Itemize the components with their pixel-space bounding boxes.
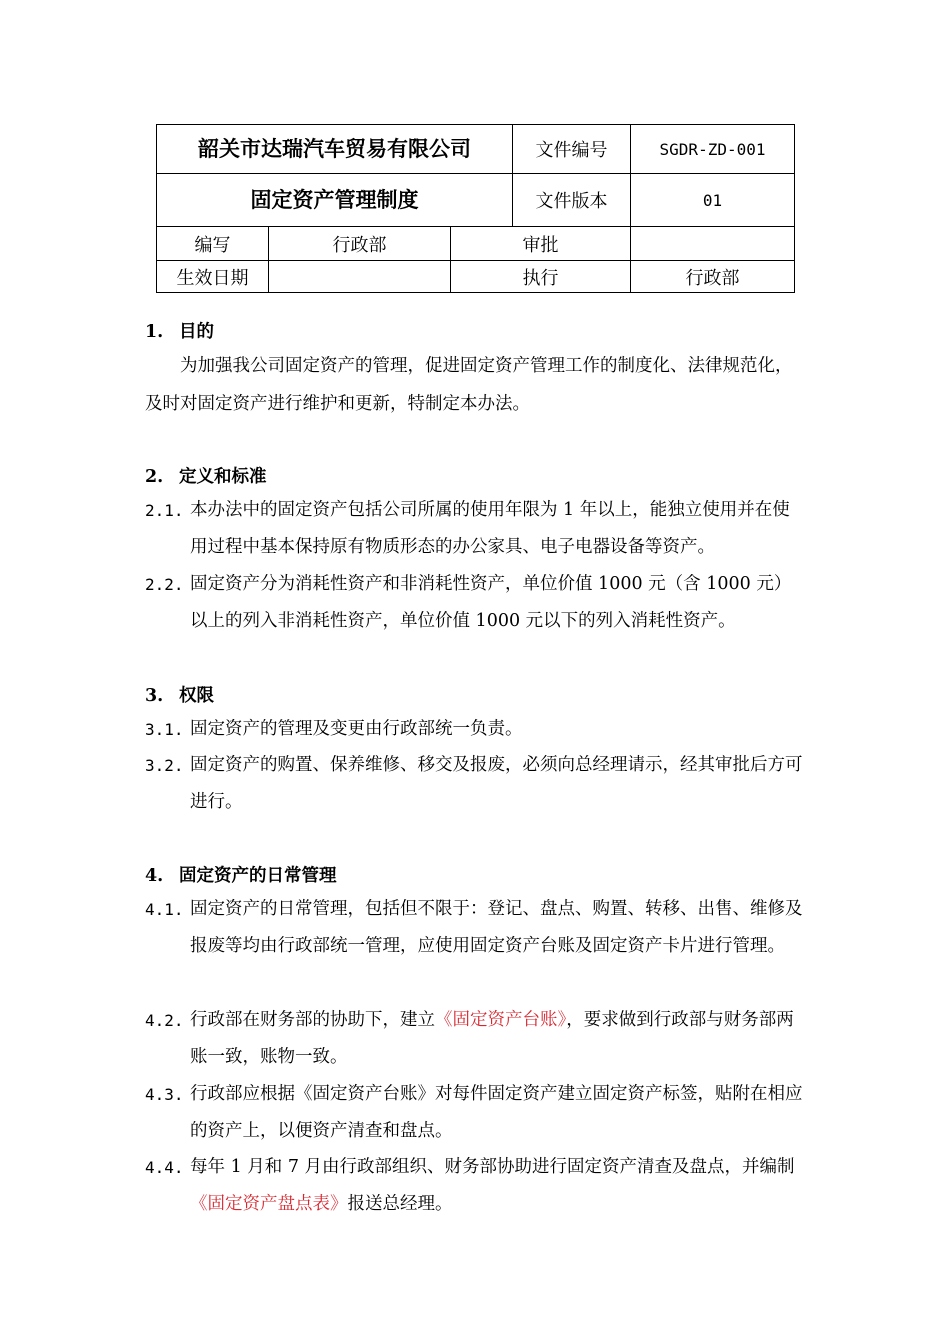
prepared-value: 行政部 <box>269 227 451 261</box>
section-paragraph: 为加强我公司固定资产的管理，促进固定资产管理工作的制度化、法律规范化，及时对固定资产进行维护和更新，特制定本办法。 <box>145 356 793 414</box>
section-heading: 4. 固定资产的日常管理 <box>145 866 337 886</box>
doc-no-label: 文件编号 <box>513 125 631 174</box>
list-item: 4.1. 固定资产的日常管理，包括但不限于：登记、盘点、购置、转移、出售、维修及报废等均由行政部统一管理，应使用固定资产台账及固定资产卡片进行管理。 <box>145 899 803 956</box>
list-item: 2.2. 固定资产分为消耗性资产和非消耗性资产，单位价值 1000 元（含 1000 元）以上的列入非消耗性资产，单位价值 1000 元以下的列入消耗性资产。 <box>145 574 792 631</box>
version-value: 01 <box>631 174 795 227</box>
execute-label: 执行 <box>451 261 631 293</box>
section-heading: 2. 定义和标准 <box>145 467 267 487</box>
doc-no-value: SGDR-ZD-001 <box>631 125 795 174</box>
approved-label: 审批 <box>451 227 631 261</box>
list-item: 4.4. 每年 1 月和 7 月由行政部组织、财务部协助进行固定资产清查及盘点，并编制《固定资产盘点表》报送总经理。 <box>145 1157 795 1214</box>
company-name: 韶关市达瑞汽车贸易有限公司 <box>157 125 513 174</box>
list-item: 2.1. 本办法中的固定资产包括公司所属的使用年限为 1 年以上，能独立使用并在使用过程中基本保持原有物质形态的办公家具、电子电器设备等资产。 <box>145 500 790 557</box>
section-heading: 1. 目的 <box>145 322 214 342</box>
inventory-sheet-reference: 《固定资产盘点表》 <box>190 1194 348 1214</box>
prepared-label: 编写 <box>157 227 269 261</box>
effective-value <box>269 261 451 293</box>
version-label: 文件版本 <box>513 174 631 227</box>
list-item: 4.2. 行政部在财务部的协助下，建立《固定资产台账》，要求做到行政部与财务部两账一致，账物一致。 <box>145 1010 794 1067</box>
execute-value: 行政部 <box>631 261 795 293</box>
approved-value <box>631 227 795 261</box>
doc-title: 固定资产管理制度 <box>157 174 513 227</box>
list-item: 3.1. 固定资产的管理及变更由行政部统一负责。 <box>145 719 523 739</box>
document-header-table <box>156 124 795 293</box>
list-item: 3.2. 固定资产的购置、保养维修、移交及报废，必须向总经理请示，经其审批后方可进行。 <box>145 755 803 812</box>
ledger-reference: 《固定资产台账》 <box>435 1010 567 1030</box>
section-heading: 3. 权限 <box>145 686 214 706</box>
list-item: 4.3. 行政部应根据《固定资产台账》对每件固定资产建立固定资产标签，贴附在相应的资产上，以便资产清查和盘点。 <box>145 1084 803 1141</box>
effective-label: 生效日期 <box>157 261 269 293</box>
